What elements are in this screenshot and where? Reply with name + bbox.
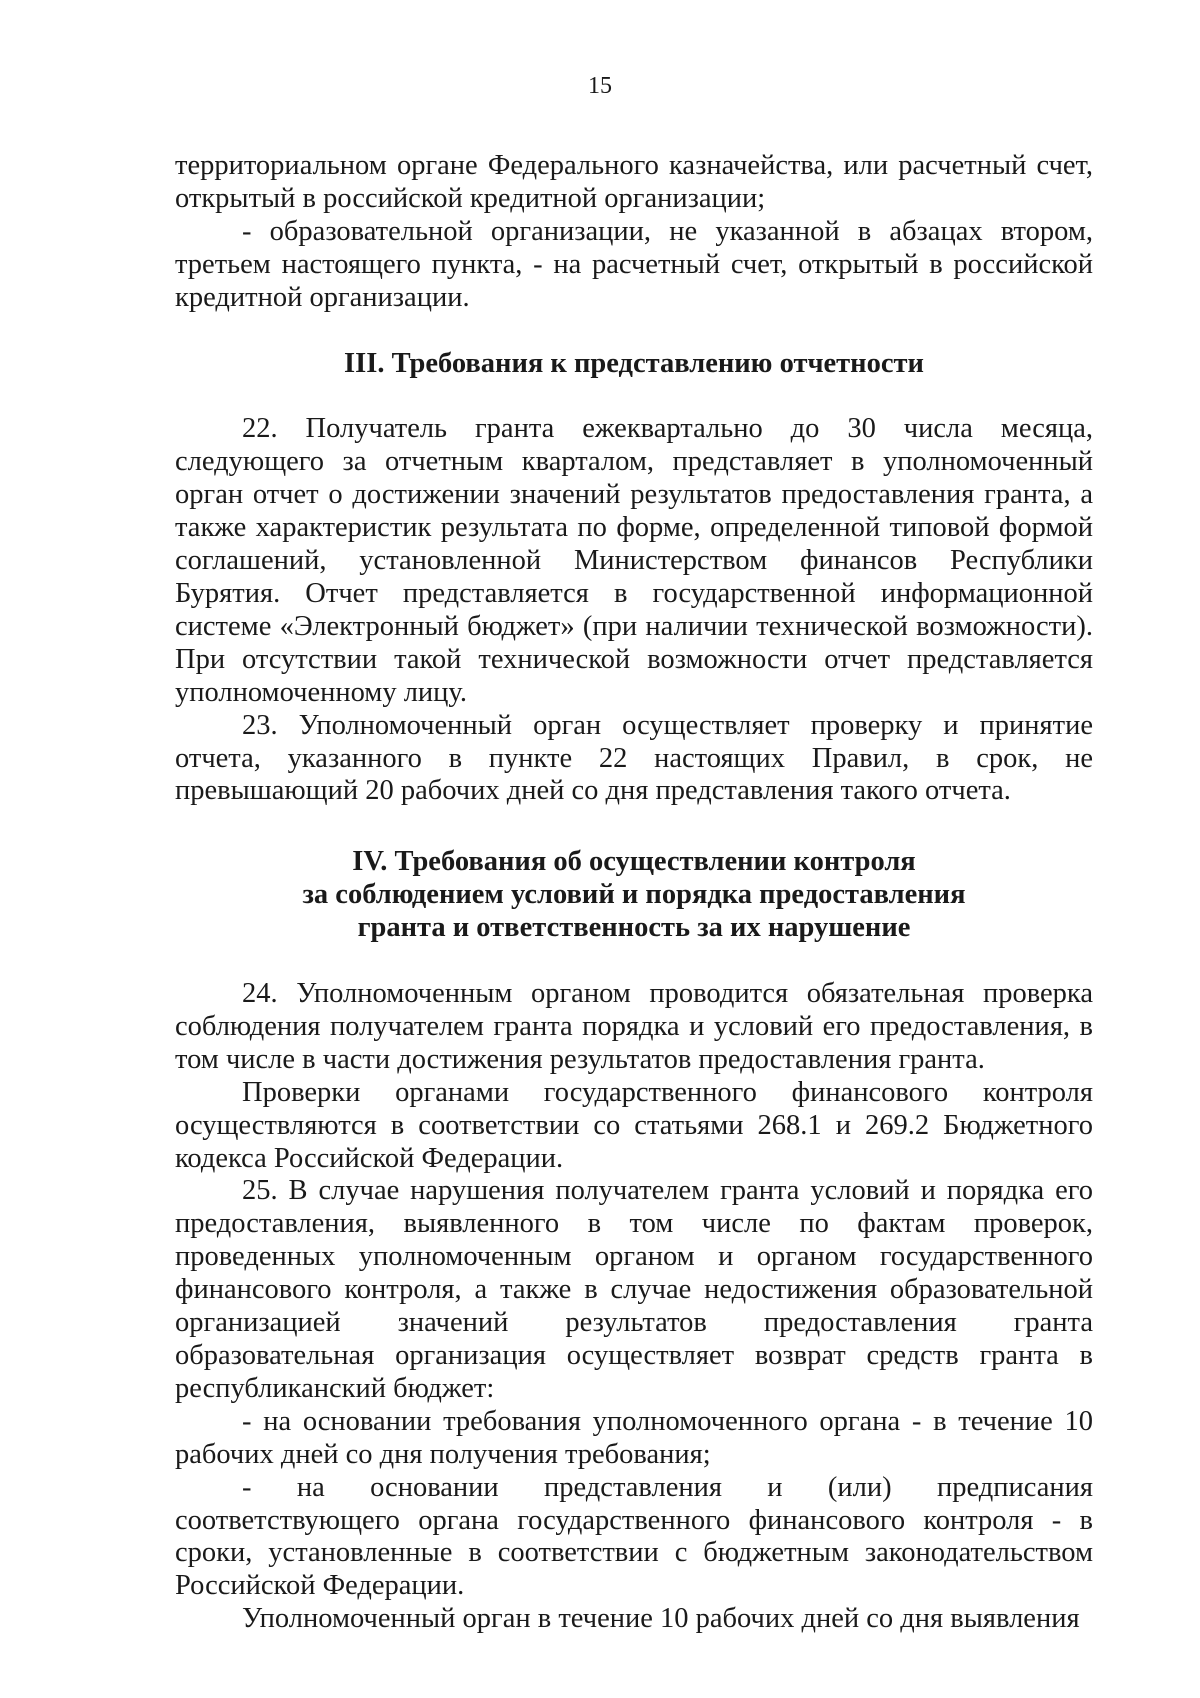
section-4-title-line-2: за соблюдением условий и порядка предоставления <box>302 879 966 911</box>
paragraph-22: 22. Получатель гранта ежеквартально до 30 числа месяца, следующего за отчетным кварталом, представляет в уполномоченный орган отчет о достижении значений результатов предоставления гранта, а также характеристик результата по форме, определенной типовой формой соглашений, установленной Министерством финансов Республики Бурятия. Отчет представляется в государственной информационной системе «Электронный бюджет» (при наличии технической возможности). При отсутствии такой технической возможности отчет представляется уполномоченному лицу. <box>175 413 1093 708</box>
paragraph-25: 25. В случае нарушения получателем гранта условий и порядка его предоставления, выявленного в том числе по фактам проверок, проведенных уполномоченным органом и органом государственного финансового контроля, а также в случае недостижения образовательной организацией значений результатов предоставления гранта образовательная организация осуществляет возврат средств гранта в республиканский бюджет: <box>175 1175 1093 1404</box>
section-3-title: III. Требования к представлению отчетности <box>344 347 924 379</box>
paragraph-other-organization: - образовательной организации, не указанной в абзацах втором, третьем настоящего пункта, - на расчетный счет, открытый в российской кредитной организации. <box>175 215 1093 313</box>
paragraph-24: 24. Уполномоченным органом проводится обязательная проверка соблюдения получателем гранта порядка и условий его предоставления, в том числе в части достижения результатов предоставления гранта. <box>175 978 1093 1075</box>
section-4-title-line-3: гранта и ответственность за их нарушение <box>357 912 911 944</box>
page-number: 15 <box>588 73 612 99</box>
section-4-title <box>175 846 1093 945</box>
paragraph-continuation: территориальном органе Федерального казначейства, или расчетный счет, открытый в российской кредитной организации; <box>175 150 1093 214</box>
paragraph-authorized-body: Уполномоченный орган в течение 10 рабочих дней со дня выявления <box>242 1603 1080 1635</box>
paragraph-inspections: Проверки органами государственного финансового контроля осуществляются в соответствии со статьями 268.1 и 269.2 Бюджетного кодекса Российской Федерации. <box>175 1076 1093 1174</box>
document-body <box>175 150 1093 1636</box>
paragraph-25-item-1: - на основании требования уполномоченного органа - в течение 10 рабочих дней со дня получения требования; <box>175 1405 1093 1470</box>
paragraph-23: 23. Уполномоченный орган осуществляет проверку и принятие отчета, указанного в пункте 22 настоящих Правил, в срок, не превышающий 20 рабочих дней со дня представления такого отчета. <box>175 709 1093 807</box>
paragraph-25-item-2: - на основании представления и (или) предписания соответствующего органа государственного финансового контроля - в сроки, установленные в соответствии с бюджетным законодательством Российской Федерации. <box>175 1471 1093 1602</box>
section-4-title-line-1: IV. Требования об осуществлении контроля <box>352 846 916 878</box>
